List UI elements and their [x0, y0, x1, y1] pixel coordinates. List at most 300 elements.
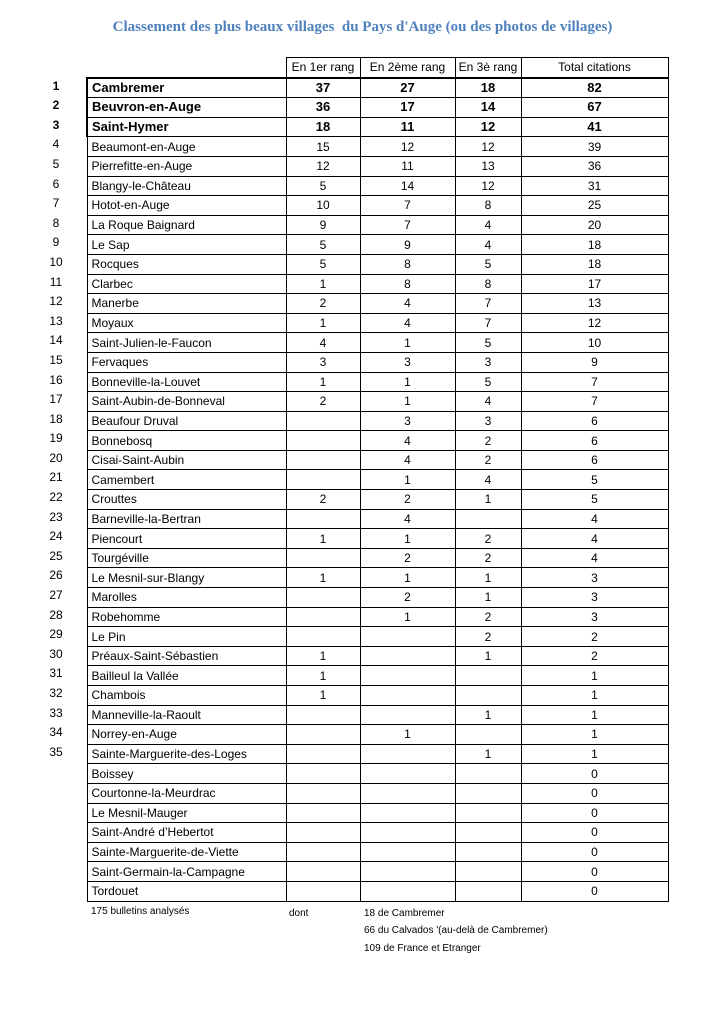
- table-row: [87, 725, 668, 745]
- village-name-cell: Le Pin: [87, 627, 286, 647]
- village-name-cell: Bailleul la Vallée: [87, 666, 286, 686]
- second-rank-count-cell: 7: [360, 196, 455, 216]
- cambremer-count: 18 de Cambremer: [364, 908, 445, 919]
- second-rank-count-cell: 3: [360, 352, 455, 372]
- second-rank-count-cell: [360, 881, 455, 901]
- total-citations-cell: 31: [521, 176, 668, 196]
- village-name-cell: Pierrefitte-en-Auge: [87, 156, 286, 176]
- first-rank-column-header: En 1er rang: [286, 58, 360, 78]
- rank-number: 5: [52, 156, 60, 171]
- table-row: [87, 235, 668, 255]
- table-row: [87, 372, 668, 392]
- village-name-cell: Tordouet: [87, 881, 286, 901]
- first-rank-count-cell: [286, 744, 360, 764]
- village-column-header: [87, 58, 286, 78]
- second-rank-count-cell: [360, 803, 455, 823]
- second-rank-count-cell: [360, 627, 455, 647]
- rank-number: [40, 762, 72, 782]
- third-rank-count-cell: [455, 862, 521, 882]
- rank-number: 1: [52, 78, 60, 93]
- total-citations-cell: 7: [521, 392, 668, 412]
- third-rank-count-cell: 1: [455, 705, 521, 725]
- second-rank-count-cell: 4: [360, 294, 455, 314]
- table-row: [87, 196, 668, 216]
- first-rank-count-cell: [286, 764, 360, 784]
- first-rank-count-cell: [286, 627, 360, 647]
- village-name-cell: Le Sap: [87, 235, 286, 255]
- table-row: [87, 862, 668, 882]
- second-rank-count-cell: 9: [360, 235, 455, 255]
- village-name-cell: Cisai-Saint-Aubin: [87, 450, 286, 470]
- total-citations-cell: 41: [521, 117, 668, 137]
- table-row: [87, 686, 668, 706]
- first-rank-count-cell: 5: [286, 176, 360, 196]
- table-row: [87, 783, 668, 803]
- total-citations-cell: 1: [521, 725, 668, 745]
- ranking-table: [86, 57, 669, 902]
- rank-number: 30: [49, 646, 63, 661]
- rank-number: 2: [52, 98, 60, 113]
- second-rank-count-cell: 3: [360, 411, 455, 431]
- third-rank-count-cell: 2: [455, 450, 521, 470]
- total-column-header: Total citations: [521, 58, 668, 78]
- village-name-cell: Piencourt: [87, 529, 286, 549]
- first-rank-count-cell: 36: [286, 98, 360, 118]
- dont-label: dont: [289, 908, 309, 919]
- rank-number: 8: [52, 215, 60, 230]
- first-rank-count-cell: 2: [286, 294, 360, 314]
- rank-number: 16: [49, 372, 63, 387]
- third-rank-count-cell: 8: [455, 274, 521, 294]
- third-rank-count-cell: [455, 764, 521, 784]
- second-rank-count-cell: 4: [360, 450, 455, 470]
- second-rank-count-cell: 17: [360, 98, 455, 118]
- rank-number: 15: [49, 352, 63, 367]
- first-rank-count-cell: 10: [286, 196, 360, 216]
- first-rank-count-cell: 3: [286, 352, 360, 372]
- first-rank-count-cell: [286, 431, 360, 451]
- total-citations-cell: 3: [521, 568, 668, 588]
- total-citations-cell: 0: [521, 823, 668, 843]
- rank-number: 3: [52, 117, 60, 132]
- rank-number: 24: [49, 529, 63, 544]
- third-rank-count-cell: [455, 783, 521, 803]
- third-rank-count-cell: 5: [455, 333, 521, 353]
- total-citations-cell: 9: [521, 352, 668, 372]
- second-rank-count-cell: 2: [360, 588, 455, 608]
- first-rank-count-cell: 1: [286, 666, 360, 686]
- third-rank-count-cell: 13: [455, 156, 521, 176]
- table-row: [87, 568, 668, 588]
- second-rank-column-header: En 2ème rang: [360, 58, 455, 78]
- first-rank-count-cell: 1: [286, 686, 360, 706]
- third-rank-count-cell: 12: [455, 137, 521, 157]
- village-name-cell: Saint-Julien-le-Faucon: [87, 333, 286, 353]
- village-name-cell: Sainte-Marguerite-des-Loges: [87, 744, 286, 764]
- second-rank-count-cell: 2: [360, 548, 455, 568]
- first-rank-count-cell: [286, 411, 360, 431]
- rank-number: 9: [52, 235, 60, 250]
- table-row: [87, 254, 668, 274]
- village-name-cell: Camembert: [87, 470, 286, 490]
- rank-number: 6: [52, 176, 60, 191]
- total-citations-cell: 20: [521, 215, 668, 235]
- third-rank-count-cell: [455, 686, 521, 706]
- table-row: [87, 548, 668, 568]
- third-rank-count-cell: 4: [455, 235, 521, 255]
- table-row: [87, 627, 668, 647]
- village-name-cell: Hotot-en-Auge: [87, 196, 286, 216]
- second-rank-count-cell: 7: [360, 215, 455, 235]
- total-citations-cell: 0: [521, 783, 668, 803]
- third-rank-count-cell: 4: [455, 470, 521, 490]
- total-citations-cell: 82: [521, 78, 668, 98]
- table-row: [87, 313, 668, 333]
- table-header-row: [87, 58, 668, 78]
- total-citations-cell: 0: [521, 803, 668, 823]
- village-name-cell: Saint-Aubin-de-Bonneval: [87, 392, 286, 412]
- third-rank-count-cell: 4: [455, 392, 521, 412]
- rank-number: 22: [49, 490, 63, 505]
- first-rank-count-cell: [286, 725, 360, 745]
- total-citations-cell: 2: [521, 627, 668, 647]
- second-rank-count-cell: [360, 686, 455, 706]
- table-row: [87, 176, 668, 196]
- third-rank-count-cell: [455, 803, 521, 823]
- table-row: [87, 156, 668, 176]
- village-name-cell: Beuvron-en-Auge: [87, 98, 286, 118]
- rank-number: 11: [49, 274, 63, 289]
- third-rank-count-cell: 2: [455, 607, 521, 627]
- third-rank-count-cell: [455, 842, 521, 862]
- table-row: [87, 470, 668, 490]
- village-name-cell: Cambremer: [87, 78, 286, 98]
- table-row: [87, 705, 668, 725]
- third-rank-count-cell: 5: [455, 254, 521, 274]
- second-rank-count-cell: 1: [360, 470, 455, 490]
- rank-number: 19: [49, 431, 63, 446]
- table-row: [87, 274, 668, 294]
- total-citations-cell: 18: [521, 235, 668, 255]
- third-rank-count-cell: 18: [455, 78, 521, 98]
- rank-number: 4: [52, 137, 60, 152]
- first-rank-count-cell: 12: [286, 156, 360, 176]
- second-rank-count-cell: 1: [360, 392, 455, 412]
- third-rank-count-cell: 1: [455, 744, 521, 764]
- table-row: [87, 588, 668, 608]
- village-name-cell: Manneville-la-Raoult: [87, 705, 286, 725]
- table-row: [87, 431, 668, 451]
- first-rank-count-cell: 2: [286, 392, 360, 412]
- rank-number: 13: [49, 313, 63, 328]
- third-rank-count-cell: [455, 881, 521, 901]
- village-name-cell: Bonnebosq: [87, 431, 286, 451]
- first-rank-count-cell: [286, 548, 360, 568]
- second-rank-count-cell: 8: [360, 274, 455, 294]
- second-rank-count-cell: 14: [360, 176, 455, 196]
- total-citations-cell: 3: [521, 607, 668, 627]
- first-rank-count-cell: [286, 881, 360, 901]
- first-rank-count-cell: [286, 803, 360, 823]
- total-citations-cell: 4: [521, 529, 668, 549]
- table-row: [87, 411, 668, 431]
- total-citations-cell: 0: [521, 862, 668, 882]
- village-name-cell: Beaufour Druval: [87, 411, 286, 431]
- second-rank-count-cell: 4: [360, 431, 455, 451]
- first-rank-count-cell: 2: [286, 490, 360, 510]
- second-rank-count-cell: 2: [360, 490, 455, 510]
- table-row: [87, 803, 668, 823]
- second-rank-count-cell: 8: [360, 254, 455, 274]
- village-name-cell: Moyaux: [87, 313, 286, 333]
- third-rank-count-cell: 5: [455, 372, 521, 392]
- table-row: [87, 117, 668, 137]
- table-row: [87, 215, 668, 235]
- first-rank-count-cell: [286, 607, 360, 627]
- second-rank-count-cell: [360, 862, 455, 882]
- rank-number: 10: [49, 254, 63, 269]
- rank-number: 34: [49, 725, 63, 740]
- rank-number: 28: [49, 607, 63, 622]
- total-citations-cell: 12: [521, 313, 668, 333]
- second-rank-count-cell: 1: [360, 333, 455, 353]
- village-name-cell: Le Mesnil-sur-Blangy: [87, 568, 286, 588]
- table-row: [87, 744, 668, 764]
- first-rank-count-cell: [286, 842, 360, 862]
- first-rank-count-cell: 15: [286, 137, 360, 157]
- rank-number: 18: [49, 411, 63, 426]
- village-name-cell: Chambois: [87, 686, 286, 706]
- rank-number: [40, 782, 72, 802]
- third-rank-count-cell: [455, 666, 521, 686]
- second-rank-count-cell: 11: [360, 156, 455, 176]
- first-rank-count-cell: 37: [286, 78, 360, 98]
- rank-number: 7: [52, 196, 60, 211]
- first-rank-count-cell: 1: [286, 529, 360, 549]
- third-rank-count-cell: 3: [455, 352, 521, 372]
- third-rank-count-cell: 8: [455, 196, 521, 216]
- total-citations-cell: 0: [521, 842, 668, 862]
- third-rank-count-cell: [455, 509, 521, 529]
- rank-number: 26: [49, 568, 63, 583]
- first-rank-count-cell: [286, 450, 360, 470]
- second-rank-count-cell: 1: [360, 568, 455, 588]
- rank-number: 14: [49, 333, 63, 348]
- total-citations-cell: 36: [521, 156, 668, 176]
- total-citations-cell: 6: [521, 431, 668, 451]
- third-rank-count-cell: 14: [455, 98, 521, 118]
- village-name-cell: Beaumont-en-Auge: [87, 137, 286, 157]
- village-name-cell: Crouttes: [87, 490, 286, 510]
- second-rank-count-cell: [360, 705, 455, 725]
- rank-number: 32: [49, 686, 63, 700]
- third-rank-count-cell: 1: [455, 588, 521, 608]
- second-rank-count-cell: 11: [360, 117, 455, 137]
- total-citations-cell: 18: [521, 254, 668, 274]
- village-name-cell: Saint-André d’Hebertot: [87, 823, 286, 843]
- first-rank-count-cell: [286, 783, 360, 803]
- village-name-cell: Courtonne-la-Meurdrac: [87, 783, 286, 803]
- village-name-cell: La Roque Baignard: [87, 215, 286, 235]
- second-rank-count-cell: 1: [360, 725, 455, 745]
- first-rank-count-cell: [286, 705, 360, 725]
- rank-number: 20: [49, 450, 63, 465]
- rank-number: [40, 860, 72, 880]
- rank-column: [40, 57, 72, 900]
- total-citations-cell: 3: [521, 588, 668, 608]
- third-rank-count-cell: 7: [455, 294, 521, 314]
- france-count: 109 de France et Etranger: [364, 943, 481, 954]
- first-rank-count-cell: 1: [286, 372, 360, 392]
- rank-number: [40, 802, 72, 822]
- rank-number: 29: [49, 627, 63, 642]
- rank-number: 12: [49, 294, 63, 309]
- total-citations-cell: 5: [521, 490, 668, 510]
- total-citations-cell: 7: [521, 372, 668, 392]
- total-citations-cell: 39: [521, 137, 668, 157]
- village-name-cell: Blangy-le-Château: [87, 176, 286, 196]
- village-name-cell: Manerbe: [87, 294, 286, 314]
- village-name-cell: Saint-Germain-la-Campagne: [87, 862, 286, 882]
- rank-number: 17: [49, 392, 63, 407]
- village-name-cell: Marolles: [87, 588, 286, 608]
- table-row: [87, 666, 668, 686]
- total-citations-cell: 4: [521, 509, 668, 529]
- total-citations-cell: 4: [521, 548, 668, 568]
- total-citations-cell: 6: [521, 411, 668, 431]
- first-rank-count-cell: [286, 509, 360, 529]
- total-citations-cell: 0: [521, 764, 668, 784]
- second-rank-count-cell: 27: [360, 78, 455, 98]
- first-rank-count-cell: 1: [286, 568, 360, 588]
- rank-number: [40, 880, 72, 900]
- third-rank-count-cell: [455, 823, 521, 843]
- table-row: [87, 607, 668, 627]
- table-row: [87, 392, 668, 412]
- rank-number: 25: [49, 548, 63, 563]
- rank-number: [40, 821, 72, 841]
- third-rank-count-cell: 2: [455, 529, 521, 549]
- total-citations-cell: 6: [521, 450, 668, 470]
- first-rank-count-cell: 5: [286, 254, 360, 274]
- third-rank-count-cell: 3: [455, 411, 521, 431]
- village-name-cell: Sainte-Marguerite-de-Viette: [87, 842, 286, 862]
- rank-number: 27: [49, 588, 63, 603]
- third-rank-count-cell: 12: [455, 176, 521, 196]
- first-rank-count-cell: 4: [286, 333, 360, 353]
- third-rank-count-cell: [455, 725, 521, 745]
- village-name-cell: Saint-Hymer: [87, 117, 286, 137]
- third-rank-count-cell: 2: [455, 431, 521, 451]
- table-row: [87, 333, 668, 353]
- third-rank-count-cell: 2: [455, 548, 521, 568]
- village-name-cell: Fervaques: [87, 352, 286, 372]
- first-rank-count-cell: 9: [286, 215, 360, 235]
- second-rank-count-cell: [360, 783, 455, 803]
- table-row: [87, 646, 668, 666]
- rank-number: [40, 841, 72, 861]
- village-name-cell: Boissey: [87, 764, 286, 784]
- second-rank-count-cell: 1: [360, 372, 455, 392]
- third-rank-column-header: En 3è rang: [455, 58, 521, 78]
- village-name-cell: Norrey-en-Auge: [87, 725, 286, 745]
- table-row: [87, 352, 668, 372]
- second-rank-count-cell: 4: [360, 313, 455, 333]
- total-citations-cell: 25: [521, 196, 668, 216]
- table-row: [87, 490, 668, 510]
- rank-number: 23: [49, 509, 63, 524]
- first-rank-count-cell: [286, 823, 360, 843]
- village-name-cell: Clarbec: [87, 274, 286, 294]
- first-rank-count-cell: [286, 862, 360, 882]
- table-row: [87, 98, 668, 118]
- third-rank-count-cell: 12: [455, 117, 521, 137]
- rank-number: 21: [49, 470, 63, 485]
- village-name-cell: Robehomme: [87, 607, 286, 627]
- table-row: [87, 764, 668, 784]
- second-rank-count-cell: [360, 744, 455, 764]
- third-rank-count-cell: 2: [455, 627, 521, 647]
- village-name-cell: Préaux-Saint-Sébastien: [87, 646, 286, 666]
- second-rank-count-cell: [360, 764, 455, 784]
- first-rank-count-cell: [286, 588, 360, 608]
- total-citations-cell: 1: [521, 666, 668, 686]
- first-rank-count-cell: 18: [286, 117, 360, 137]
- third-rank-count-cell: 1: [455, 490, 521, 510]
- table-row: [87, 509, 668, 529]
- village-name-cell: Rocques: [87, 254, 286, 274]
- first-rank-count-cell: 5: [286, 235, 360, 255]
- table-row: [87, 842, 668, 862]
- third-rank-count-cell: 1: [455, 568, 521, 588]
- third-rank-count-cell: 4: [455, 215, 521, 235]
- total-citations-cell: 5: [521, 470, 668, 490]
- table-row: [87, 78, 668, 98]
- second-rank-count-cell: 1: [360, 529, 455, 549]
- third-rank-count-cell: 1: [455, 646, 521, 666]
- rank-number: 33: [49, 705, 63, 720]
- village-name-cell: Bonneville-la-Louvet: [87, 372, 286, 392]
- table-row: [87, 823, 668, 843]
- total-citations-cell: 67: [521, 98, 668, 118]
- table-row: [87, 529, 668, 549]
- second-rank-count-cell: 1: [360, 607, 455, 627]
- third-rank-count-cell: 7: [455, 313, 521, 333]
- first-rank-count-cell: 1: [286, 646, 360, 666]
- total-citations-cell: 0: [521, 881, 668, 901]
- rank-number: 31: [49, 666, 63, 681]
- page-title: Classement des plus beaux villages du Pays d'Auge (ou des photos de villages): [112, 19, 613, 35]
- village-name-cell: Le Mesnil-Mauger: [87, 803, 286, 823]
- second-rank-count-cell: [360, 666, 455, 686]
- table-row: [87, 137, 668, 157]
- second-rank-count-cell: [360, 646, 455, 666]
- village-name-cell: Barneville-la-Bertran: [87, 509, 286, 529]
- second-rank-count-cell: 4: [360, 509, 455, 529]
- total-citations-cell: 2: [521, 646, 668, 666]
- village-name-cell: Tourgéville: [87, 548, 286, 568]
- total-citations-cell: 1: [521, 686, 668, 706]
- table-row: [87, 294, 668, 314]
- rank-header-spacer: [40, 57, 72, 77]
- first-rank-count-cell: 1: [286, 313, 360, 333]
- second-rank-count-cell: [360, 842, 455, 862]
- total-citations-cell: 13: [521, 294, 668, 314]
- second-rank-count-cell: 12: [360, 137, 455, 157]
- total-citations-cell: 10: [521, 333, 668, 353]
- calvados-count: 66 du Calvados '(au-delà de Cambremer): [364, 925, 548, 936]
- first-rank-count-cell: 1: [286, 274, 360, 294]
